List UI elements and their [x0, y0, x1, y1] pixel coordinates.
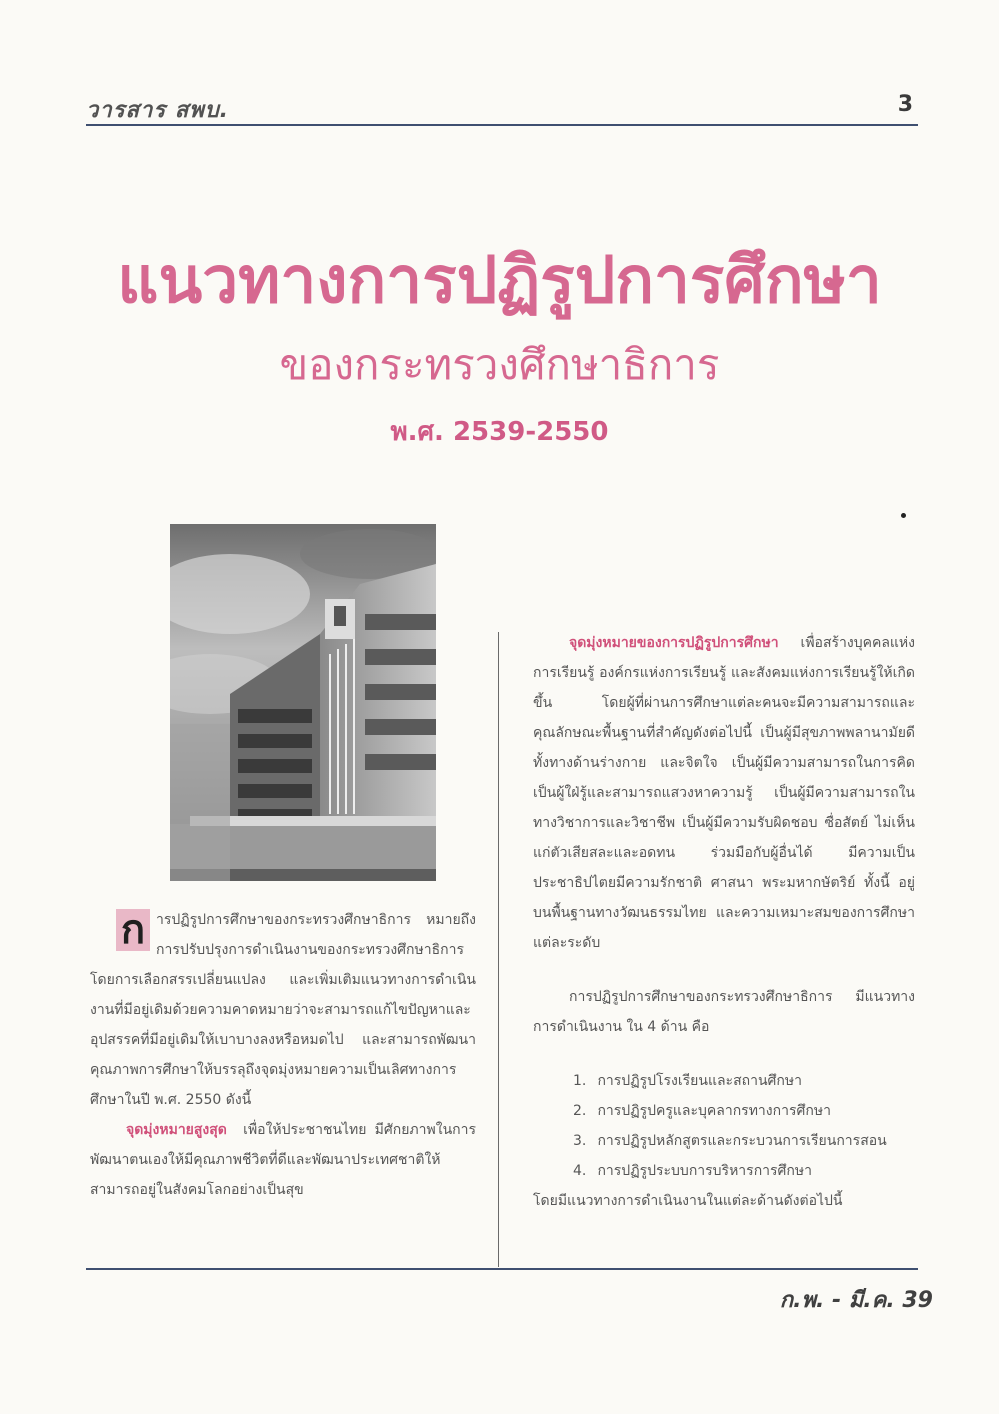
- article-years: พ.ศ. 2539-2550: [390, 417, 609, 447]
- list-item-text: การปฏิรูปหลักสูตรและกระบวนการเรียนการสอน: [597, 1133, 887, 1149]
- journal-name: วารสาร สพบ.: [86, 98, 230, 123]
- footer-rule: [86, 1268, 918, 1270]
- issue-date: ก.พ. - มี.ค. 39: [779, 1288, 933, 1313]
- page-number: 3: [897, 92, 913, 117]
- list-item-number: 1.: [573, 1073, 587, 1089]
- list-item-text: การปฏิรูประบบการบริหารการศึกษา: [597, 1163, 812, 1179]
- left-column: [90, 905, 476, 1205]
- list-item: [573, 1126, 915, 1156]
- intro-paragraph: [90, 905, 476, 1115]
- aim-paragraph: [533, 628, 915, 958]
- goal-text: เพื่อให้ประชาชนไทย มีศักยภาพในการพัฒนาตนเองให้มีคุณภาพชีวิตที่ดีและพัฒนาประเทศชาติให้สามารถอยู่ในสังคมโลกอย่างเป็นสุข: [90, 1122, 476, 1198]
- aim-label: จุดมุ่งหมายของการปฏิรูปการศึกษา: [569, 635, 779, 651]
- reform-list: [533, 1066, 915, 1186]
- list-item: [573, 1096, 915, 1126]
- list-item: [573, 1156, 915, 1186]
- list-item: [573, 1066, 915, 1096]
- header-rule: [86, 124, 918, 126]
- article-title: แนวทางการปฏิรูปการศึกษา: [117, 244, 882, 318]
- intro-text: ารปฏิรูปการศึกษาของกระทรวงศึกษาธิการ หมายถึงการปรับปรุงการดำเนินงานของกระทรวงศึกษาธิการโดยการเลือกสรรเปลี่ยนแปลง และเพิ่มเติมแนวทางการดำเนินงานที่มีอยู่เดิมด้วยความคาดหมายว่าจะสามารถแก้ไขปัญหาและอุปสรรคที่มีอยู่เดิมให้เบาบางลงหรือหมดไป และสามารถพัฒนาคุณภาพการศึกษาให้บรรลุถึงจุดมุ่งหมายความเป็นเลิศทางการศึกษาในปี พ.ศ. 2550 ดังนี้: [90, 912, 476, 1108]
- list-item-text: การปฏิรูปครูและบุคลากรทางการศึกษา: [597, 1103, 831, 1119]
- list-item-number: 4.: [573, 1163, 587, 1179]
- print-speck: [901, 513, 906, 518]
- goal-label: จุดมุ่งหมายสูงสุด: [126, 1122, 227, 1138]
- closing-line: โดยมีแนวทางการดำเนินงานในแต่ละด้านดังต่อไปนี้: [533, 1193, 843, 1209]
- list-item-number: 3.: [573, 1133, 587, 1149]
- right-column: [533, 628, 915, 1216]
- article-subtitle: ของกระทรวงศึกษาธิการ: [279, 340, 720, 389]
- column-divider: [498, 632, 499, 1267]
- drop-cap: ก: [116, 909, 150, 951]
- ministry-building-photo: [170, 524, 436, 881]
- list-item-number: 2.: [573, 1103, 587, 1119]
- goal-paragraph: [90, 1115, 476, 1205]
- approach-intro: การปฏิรูปการศึกษาของกระทรวงศึกษาธิการ มีแนวทางการดำเนินงาน ใน 4 ด้าน คือ: [533, 989, 915, 1035]
- aim-text: เพื่อสร้างบุคคลแห่งการเรียนรู้ องค์กรแห่งการเรียนรู้ และสังคมแห่งการเรียนรู้ให้เกิดขึ้น โดยผู้ที่ผ่านการศึกษาแต่ละคนจะมีความสามารถและคุณลักษณะพื้นฐานที่สำคัญดังต่อไปนี้ เป็นผู้มีสุขภาพพลานามัยดีทั้งทางด้านร่างกาย และจิตใจ เป็นผู้มีความสามารถในการคิดเป็นผู้ใฝ่รู้และสามารถแสวงหาความรู้ เป็นผู้มีความสามารถในทางวิชาการและวิชาชีพ เป็นผู้มีความรับผิดชอบ ซื่อสัตย์ ไม่เห็นแก่ตัวเสียสละและอดทน ร่วมมือกับผู้อื่นได้ มีความเป็นประชาธิปไตยมีความรักชาติ ศาสนา พระมหากษัตริย์ ทั้งนี้ อยู่บนพื้นฐานทางวัฒนธรรมไทย และความเหมาะสมของการศึกษาแต่ละระดับ: [533, 635, 915, 951]
- list-item-text: การปฏิรูปโรงเรียนและสถานศึกษา: [597, 1073, 802, 1089]
